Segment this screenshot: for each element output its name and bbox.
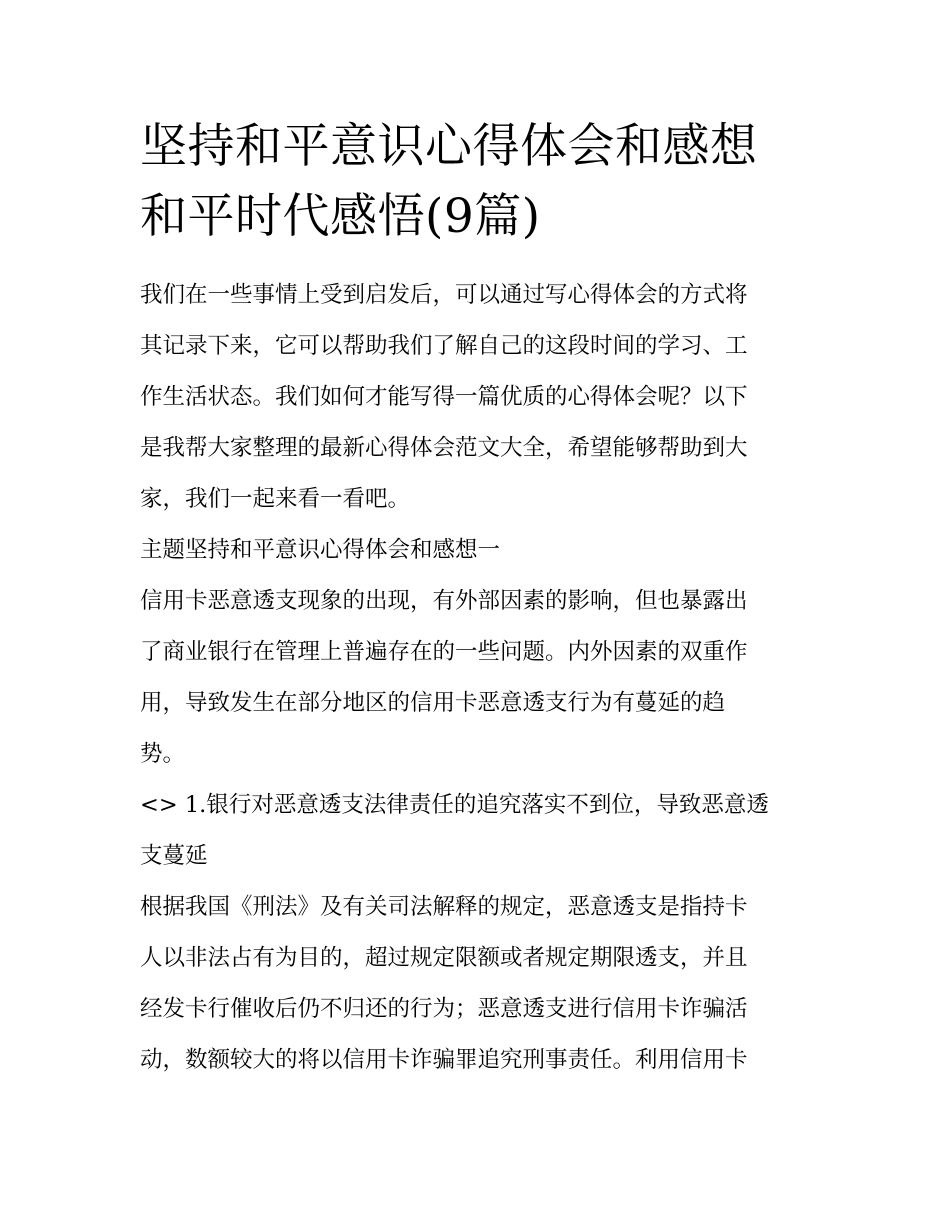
body-line: 经发卡行催收后仍不归还的行为；恶意透支进行信用卡诈骗活: [140, 996, 748, 1022]
body-line: 用，导致发生在部分地区的信用卡恶意透支行为有蔓延的趋: [140, 690, 726, 716]
body-line: 了商业银行在管理上普遍存在的一些问题。内外因素的双重作: [140, 639, 748, 665]
body-line: 我们在一些事情上受到启发后，可以通过写心得体会的方式将: [140, 282, 748, 308]
body-line: 作生活状态。我们如何才能写得一篇优质的心得体会呢？以下: [140, 384, 748, 410]
title-line-2: 和平时代感悟(9篇): [140, 189, 541, 244]
title-line-1: 坚持和平意识心得体会和感想: [140, 119, 758, 174]
body-line: 势。: [140, 741, 186, 767]
body-line: 其记录下来，它可以帮助我们了解自己的这段时间的学习、工: [140, 333, 748, 359]
body-line: 信用卡恶意透支现象的出现，有外部因素的影响，但也暴露出: [140, 588, 748, 614]
subheading-line: 支蔓延: [140, 843, 208, 869]
document-content: [140, 112, 815, 1086]
subheading-line: <> 1.银行对恶意透支法律责任的追究落实不到位，导致恶意透: [140, 792, 769, 818]
body-line: 根据我国《刑法》及有关司法解释的规定，恶意透支是指持卡: [140, 894, 748, 920]
section-heading: 主题坚持和平意识心得体会和感想一: [140, 537, 501, 563]
document-body: [140, 270, 815, 1086]
document-title: [140, 112, 815, 252]
body-line: 人以非法占有为目的，超过规定限额或者规定期限透支，并且: [140, 945, 748, 971]
body-line: 家，我们一起来看一看吧。: [140, 486, 411, 512]
body-line: 是我帮大家整理的最新心得体会范文大全，希望能够帮助到大: [140, 435, 748, 461]
body-line: 动，数额较大的将以信用卡诈骗罪追究刑事责任。利用信用卡: [140, 1047, 748, 1073]
